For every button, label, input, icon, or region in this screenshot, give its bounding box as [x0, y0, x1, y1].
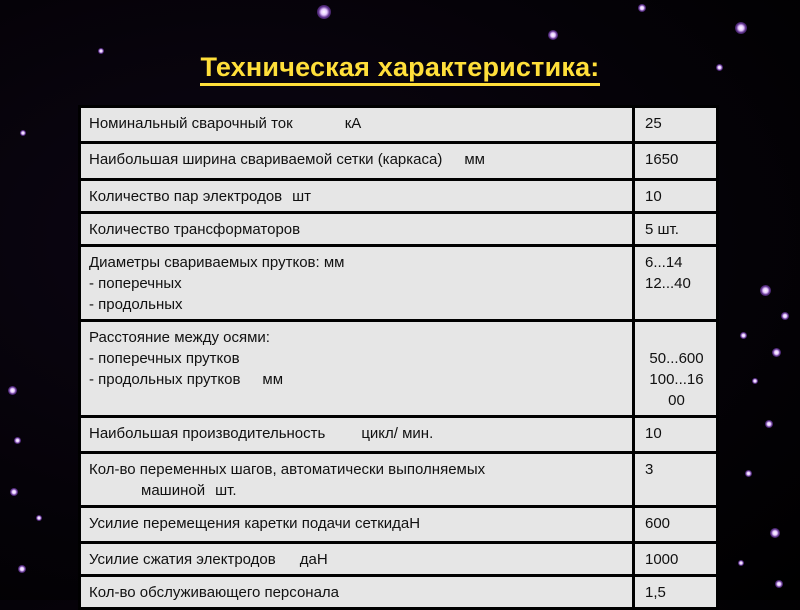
- param-unit: цикл/ мин.: [361, 425, 434, 442]
- param-unit: кА: [344, 115, 362, 132]
- star: [772, 348, 781, 357]
- param-unit: мм: [464, 151, 485, 168]
- param-cell: [80, 246, 634, 321]
- table-row: [80, 543, 718, 576]
- value-cell: [634, 321, 718, 417]
- star: [745, 470, 752, 477]
- star: [18, 565, 26, 573]
- param-sub-label: - поперечных прутков: [89, 350, 240, 367]
- table-row: [80, 321, 718, 417]
- param-unit: шт.: [215, 482, 237, 499]
- value-cell: [634, 180, 718, 213]
- param-value: 1650: [645, 151, 679, 168]
- param-cell: [80, 213, 634, 246]
- param-unit: даН: [392, 515, 421, 532]
- param-cell: [80, 507, 634, 543]
- param-label: Усилие сжатия электродов: [89, 551, 276, 568]
- value-cell: [634, 543, 718, 576]
- table-row: [80, 417, 718, 453]
- param-label: Кол-во переменных шагов, автоматически выполняемых: [89, 461, 486, 478]
- param-value: 5 шт.: [645, 221, 679, 238]
- star: [738, 560, 744, 566]
- table-row: [80, 143, 718, 180]
- param-label: Наибольшая ширина свариваемой сетки (каркаса): [89, 151, 443, 168]
- param-unit: мм: [262, 371, 284, 388]
- star: [14, 437, 21, 444]
- param-label: Номинальный сварочный ток: [89, 115, 293, 132]
- param-value: 3: [645, 461, 654, 478]
- table-row: [80, 246, 718, 321]
- param-cell: [80, 543, 634, 576]
- table-row: [80, 507, 718, 543]
- param-label-continued: машиной: [141, 482, 206, 499]
- param-value: 25: [645, 115, 662, 132]
- param-cell: [80, 321, 634, 417]
- param-sub-label: - продольных прутков: [89, 371, 241, 388]
- star: [638, 4, 646, 12]
- param-cell: [80, 107, 634, 143]
- star: [10, 488, 18, 496]
- page-title-text: Техническая характеристика:: [200, 52, 599, 86]
- star: [760, 285, 771, 296]
- param-cell: [80, 180, 634, 213]
- value-cell: [634, 107, 718, 143]
- param-label: Количество пар электродов: [89, 188, 283, 205]
- star: [548, 30, 558, 40]
- param-label: Наибольшая производительность: [89, 425, 326, 442]
- star: [740, 332, 747, 339]
- star: [36, 515, 42, 521]
- param-label: Расстояние между осями:: [89, 329, 270, 346]
- value-cell: [634, 213, 718, 246]
- param-value: 1000: [645, 551, 679, 568]
- param-value: 00: [668, 392, 685, 409]
- table-row: [80, 453, 718, 507]
- param-value: 50...600: [649, 350, 704, 367]
- star: [8, 386, 17, 395]
- star: [752, 378, 758, 384]
- value-cell: [634, 453, 718, 507]
- param-label: Диаметры свариваемых прутков: мм: [89, 254, 345, 271]
- param-value: 6...14: [645, 254, 683, 271]
- spec-table: [78, 105, 719, 610]
- star: [317, 5, 331, 19]
- param-cell: [80, 453, 634, 507]
- page-title: [0, 52, 800, 83]
- value-cell: [634, 143, 718, 180]
- param-value: 600: [645, 515, 671, 532]
- table-row: [80, 180, 718, 213]
- param-cell: [80, 576, 634, 609]
- param-unit: шт: [292, 188, 312, 205]
- param-cell: [80, 417, 634, 453]
- param-label: Количество трансформаторов: [89, 221, 301, 238]
- star: [765, 420, 773, 428]
- param-sub-label: - поперечных: [89, 275, 182, 292]
- param-value: 10: [645, 188, 662, 205]
- value-cell: [634, 246, 718, 321]
- param-value: 10: [645, 425, 662, 442]
- param-label: Усилие перемещения каретки подачи сетки: [89, 515, 393, 532]
- param-sub-label: - продольных: [89, 296, 183, 313]
- param-label: Кол-во обслуживающего персонала: [89, 584, 340, 601]
- param-unit: даН: [299, 551, 328, 568]
- star: [735, 22, 747, 34]
- value-cell: [634, 417, 718, 453]
- param-value: 100...16: [649, 371, 704, 388]
- param-value: 12...40: [645, 275, 691, 292]
- value-cell: [634, 576, 718, 609]
- value-cell: [634, 507, 718, 543]
- table-row: [80, 107, 718, 143]
- param-value: 1,5: [645, 584, 666, 601]
- star: [781, 312, 789, 320]
- star: [775, 580, 783, 588]
- param-cell: [80, 143, 634, 180]
- star: [770, 528, 780, 538]
- table-row: [80, 213, 718, 246]
- star: [20, 130, 26, 136]
- table-row: [80, 576, 718, 609]
